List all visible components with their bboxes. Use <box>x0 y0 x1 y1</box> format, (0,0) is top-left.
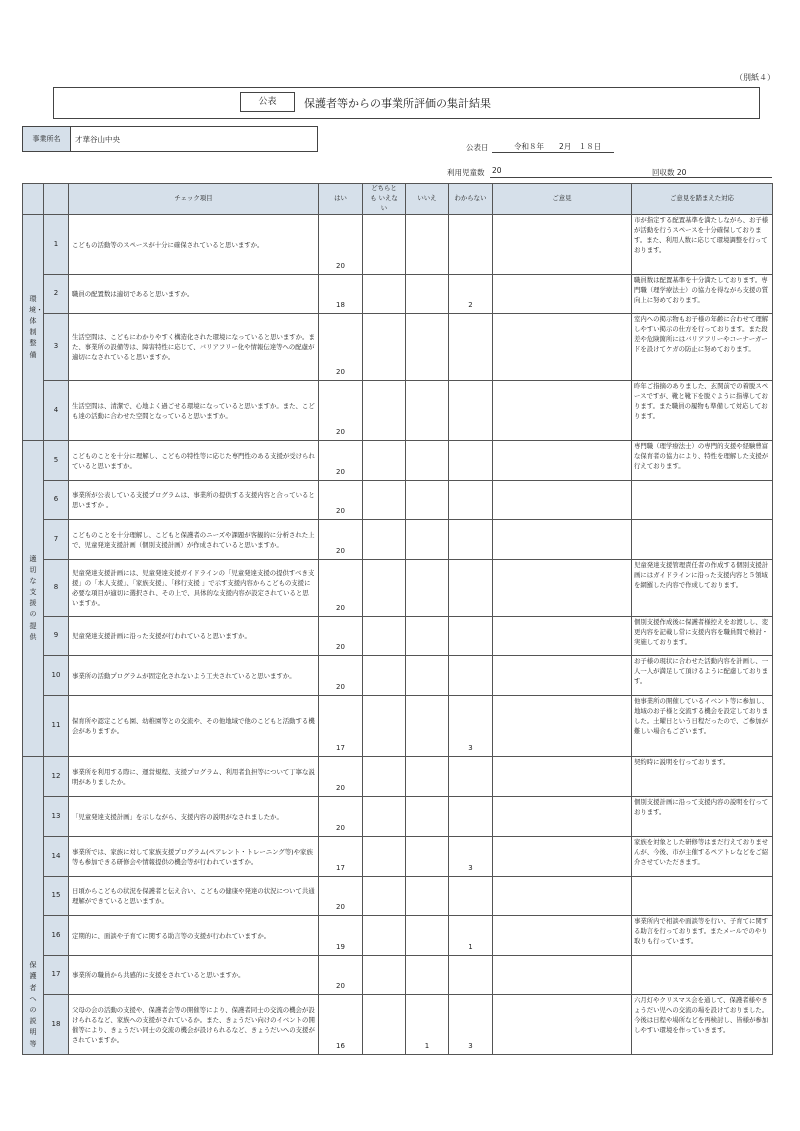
opinion-cell <box>493 994 632 1054</box>
table-body <box>23 214 773 1054</box>
count-unknown: 3 <box>449 994 493 1054</box>
opinion-cell <box>493 616 632 655</box>
item-question: こどものことを十分に理解し、こどもの特性等に応じた専門性のある支援が受けられていると思いますか。 <box>69 440 319 480</box>
item-number: 8 <box>44 559 69 616</box>
table-row <box>23 380 773 440</box>
count-unknown <box>449 655 493 695</box>
item-number: 2 <box>44 274 69 313</box>
count-neutral <box>363 955 406 994</box>
response-cell: 事業所内で相談や面談等を行い、子育てに関する助言を行っております。またメールでのやり取りも行っています。 <box>632 915 773 955</box>
count-unknown <box>449 955 493 994</box>
item-number: 1 <box>44 214 69 274</box>
table-row <box>23 955 773 994</box>
count-no <box>406 695 449 756</box>
count-yes: 20 <box>319 214 363 274</box>
office-box <box>22 126 318 152</box>
item-number: 7 <box>44 519 69 559</box>
item-question: 父母の会の活動の支援や、保護者会等の開催等により、保護者同士の交流の機会が設けられるなど、家族への支援がされているか。また、きょうだい向けのイベントの開催等により、きょうだい同士の交流の機会が設けられるなど、きょうだいへの支援がされていますか。 <box>69 994 319 1054</box>
category-label: 保護者への説明等 <box>29 961 37 1048</box>
table-row <box>23 274 773 313</box>
count-no <box>406 796 449 836</box>
count-no <box>406 876 449 915</box>
item-number: 5 <box>44 440 69 480</box>
opinion-cell <box>493 836 632 876</box>
opinion-cell <box>493 380 632 440</box>
count-unknown: 3 <box>449 695 493 756</box>
count-no <box>406 274 449 313</box>
count-neutral <box>363 440 406 480</box>
count-neutral <box>363 756 406 796</box>
item-number: 16 <box>44 915 69 955</box>
table-header-row <box>23 184 773 215</box>
count-no <box>406 756 449 796</box>
count-unknown <box>449 380 493 440</box>
response-cell: 室内への掲示物もお子様の年齢に合わせて理解しやすい掲示の仕方を行っております。また段差や危険箇所にはバリアフリーやコーナーガードを設けてケガの防止に努めております。 <box>632 313 773 380</box>
count-no: 1 <box>406 994 449 1054</box>
count-yes: 16 <box>319 994 363 1054</box>
count-neutral <box>363 616 406 655</box>
category-cell <box>23 214 44 440</box>
users-count-label: 利用児童数 <box>447 168 485 177</box>
item-question: 児童発達支援計画には、児童発達支援ガイドラインの「児童発達支援の提供すべき支援」の「本人支援」、「家族支援」、「移行支援 」で示す支援内容からこどもの支援に必要な項目が適切に選択され、その上で、具体的な支援内容が設定されていると思いますか。 <box>69 559 319 616</box>
item-question: 保育所や認定こども園、幼稚園等との交流や、その他地域で他のこどもと活動する機会がありますか。 <box>69 695 319 756</box>
count-no <box>406 616 449 655</box>
count-yes: 20 <box>319 796 363 836</box>
count-no <box>406 955 449 994</box>
item-question: 事業所が公表している支援プログラムは、事業所の提供する支援内容と合っていると思いますか 。 <box>69 480 319 519</box>
item-question: 日頃からこどもの状況を保護者と伝え合い、こどもの健康や発達の状況について共通理解ができていると思いますか。 <box>69 876 319 915</box>
count-no <box>406 915 449 955</box>
item-number: 15 <box>44 876 69 915</box>
response-cell <box>632 480 773 519</box>
category-label: 環境・体制整備 <box>29 294 43 359</box>
item-number: 3 <box>44 313 69 380</box>
office-name: 才華谷山中央 <box>75 134 120 144</box>
item-number: 10 <box>44 655 69 695</box>
table-row <box>23 559 773 616</box>
item-number: 14 <box>44 836 69 876</box>
count-yes: 17 <box>319 836 363 876</box>
count-unknown <box>449 214 493 274</box>
count-unknown <box>449 876 493 915</box>
responses-count-value: 20 <box>676 168 687 177</box>
opinion-cell <box>493 480 632 519</box>
count-yes: 20 <box>319 616 363 655</box>
count-neutral <box>363 480 406 519</box>
count-yes: 20 <box>319 955 363 994</box>
category-cell <box>23 440 44 756</box>
table-row <box>23 695 773 756</box>
count-yes: 20 <box>319 380 363 440</box>
table-row <box>23 756 773 796</box>
count-neutral <box>363 876 406 915</box>
count-unknown <box>449 559 493 616</box>
item-question: 児童発達支援計画に沿った支援が行われていると思いますか。 <box>69 616 319 655</box>
response-cell: 市が指定する配置基準を満たしながら、お子様が活動を行うスペースを十分確保しております。また、利用人数に応じて環境調整を行っております。 <box>632 214 773 274</box>
table-row <box>23 519 773 559</box>
count-yes: 20 <box>319 480 363 519</box>
count-no <box>406 214 449 274</box>
item-question: 生活空間は、清潔で、心地よく過ごせる環境になっていると思いますか。また、こども達の活動に合わせた空間となっていると思いますか。 <box>69 380 319 440</box>
count-neutral <box>363 836 406 876</box>
category-cell <box>23 756 44 1054</box>
count-yes: 20 <box>319 655 363 695</box>
count-yes: 20 <box>319 313 363 380</box>
count-no <box>406 559 449 616</box>
count-neutral <box>363 313 406 380</box>
count-neutral <box>363 915 406 955</box>
category-label: 適切な支援の提供 <box>29 554 37 641</box>
item-question: 生活空間は、こどもにわかりやすく構造化された環境になっていると思いますか。また、事業所の設備等は、障害特性に応じて、バリアフリー化や情報伝達等への配慮が適切になされていると思いますか。 <box>69 313 319 380</box>
item-question: こどものことを十分理解し、こどもと保護者のニーズや課題が客観的に分析された上で、児童発達支援計画（個別支援計画）が作成されていると思いますか。 <box>69 519 319 559</box>
header-unknown: わからない <box>449 184 493 215</box>
item-number: 18 <box>44 994 69 1054</box>
table-row <box>23 214 773 274</box>
opinion-cell <box>493 313 632 380</box>
opinion-cell <box>493 214 632 274</box>
count-unknown <box>449 756 493 796</box>
count-neutral <box>363 695 406 756</box>
count-unknown: 1 <box>449 915 493 955</box>
count-no <box>406 380 449 440</box>
item-question: 事業所では、家族に対して家族支援プログラム(ペアレント・トレーニング等)や家族等も参加できる研修会や情報提供の機会等が行われていますか。 <box>69 836 319 876</box>
opinion-cell <box>493 876 632 915</box>
count-neutral <box>363 380 406 440</box>
users-count: 20 <box>492 166 502 175</box>
item-question: 事業所の活動プログラムが固定化されないよう工夫されていると思いますか。 <box>69 655 319 695</box>
table-row <box>23 480 773 519</box>
table-row <box>23 994 773 1054</box>
item-number: 12 <box>44 756 69 796</box>
header-item: チェック項目 <box>69 184 319 215</box>
count-yes: 19 <box>319 915 363 955</box>
responses-count <box>652 167 686 178</box>
item-number: 6 <box>44 480 69 519</box>
response-cell: 他事業所の開催しているイベント等に参加し、地域のお子様と交流する機会を設定しておりました。土曜日という日程だったので、ご参加が難しい場合もございます。 <box>632 695 773 756</box>
item-number: 4 <box>44 380 69 440</box>
item-number: 11 <box>44 695 69 756</box>
response-cell: 個別支援作成後に保護者様控えをお渡しし、変更内容を記載し常に支援内容を職員間で検討・実施しております。 <box>632 616 773 655</box>
count-neutral <box>363 655 406 695</box>
response-cell: 六月灯やクリスマス会を通して、保護者様やきょうだい児への交流の場を設けておりました。今後は日程や場所などを再検討し、皆様が参加しやすい環境を作っていきます。 <box>632 994 773 1054</box>
header-yes: はい <box>319 184 363 215</box>
item-question: 定期的に、面談や子育てに関する助言等の支援が行われていますか。 <box>69 915 319 955</box>
response-cell: 契約時に説明を行っております。 <box>632 756 773 796</box>
opinion-cell <box>493 796 632 836</box>
count-neutral <box>363 519 406 559</box>
response-cell: 職員数は配置基準を十分満たしております。専門職（理学療法士）の協力を得ながら支援の質向上に努めております。 <box>632 274 773 313</box>
table-row <box>23 836 773 876</box>
response-cell: 家族を対象とした研修等はまだ行えておりませんが、今後、市が主催するペアトレなどをご紹介させていただきます。 <box>632 836 773 876</box>
response-cell <box>632 955 773 994</box>
count-unknown <box>449 480 493 519</box>
opinion-cell <box>493 274 632 313</box>
item-question: 「児童発達支援計画」を示しながら、支援内容の説明がなされましたか。 <box>69 796 319 836</box>
count-yes: 18 <box>319 274 363 313</box>
response-cell: 児童発達支援管理責任者の作成する個別支援計画にはガイドラインに沿った支援内容と５領域を網羅した内容で作成しております。 <box>632 559 773 616</box>
table-row <box>23 796 773 836</box>
responses-count-label: 回収数 <box>652 168 675 177</box>
table-row <box>23 616 773 655</box>
opinion-cell <box>493 955 632 994</box>
count-neutral <box>363 214 406 274</box>
count-unknown <box>449 796 493 836</box>
count-no <box>406 836 449 876</box>
count-neutral <box>363 274 406 313</box>
response-cell: お子様の現状に合わせた活動内容を計画し、一人一人が満足して頂けるように配慮しております。 <box>632 655 773 695</box>
count-no <box>406 440 449 480</box>
table-row <box>23 915 773 955</box>
count-neutral <box>363 559 406 616</box>
count-neutral <box>363 796 406 836</box>
count-yes: 20 <box>319 559 363 616</box>
item-number: 17 <box>44 955 69 994</box>
publication-tag: 公表 <box>240 92 295 112</box>
publication-date: 令和８年 2月 １８日 <box>492 141 614 153</box>
header-number <box>44 184 69 215</box>
count-yes: 20 <box>319 440 363 480</box>
count-yes: 17 <box>319 695 363 756</box>
count-no <box>406 313 449 380</box>
item-question: 職員の配置数は適切であると思いますか。 <box>69 274 319 313</box>
header-response: ご意見を踏まえた対応 <box>632 184 773 215</box>
item-number: 13 <box>44 796 69 836</box>
header-opinion: ご意見 <box>493 184 632 215</box>
opinion-cell <box>493 915 632 955</box>
response-cell: 個別支援計画に沿って支援内容の説明を行っております。 <box>632 796 773 836</box>
count-unknown <box>449 616 493 655</box>
table-row <box>23 440 773 480</box>
count-unknown: 3 <box>449 836 493 876</box>
header-no: いいえ <box>406 184 449 215</box>
item-question: こどもの活動等のスペースが十分に確保されていると思いますか。 <box>69 214 319 274</box>
evaluation-table <box>22 183 773 1055</box>
header-category <box>23 184 44 215</box>
table-row <box>23 655 773 695</box>
item-question: 事業所を利用する際に、運営規程、支援プログラム、利用者負担等について丁寧な説明がありましたか。 <box>69 756 319 796</box>
publication-date-label: 公表日 <box>466 143 489 152</box>
opinion-cell <box>493 519 632 559</box>
count-unknown <box>449 519 493 559</box>
table-row <box>23 313 773 380</box>
count-yes: 20 <box>319 876 363 915</box>
count-no <box>406 655 449 695</box>
count-unknown: 2 <box>449 274 493 313</box>
count-no <box>406 519 449 559</box>
opinion-cell <box>493 695 632 756</box>
table-row <box>23 876 773 915</box>
opinion-cell <box>493 756 632 796</box>
count-unknown <box>449 313 493 380</box>
item-number: 9 <box>44 616 69 655</box>
opinion-cell <box>493 559 632 616</box>
response-cell: 専門職（理学療法士）の専門的支援や経験豊富な保育者の協力により、特性を理解した支援が行えております。 <box>632 440 773 480</box>
opinion-cell <box>493 655 632 695</box>
response-cell: 昨年ご指摘のありました、玄関前での着脱スペースですが、靴と靴下を脱ぐように指導しております。また職員の履物も準備して対応しております。 <box>632 380 773 440</box>
count-no <box>406 480 449 519</box>
count-yes: 20 <box>319 756 363 796</box>
response-cell <box>632 519 773 559</box>
header-neutral: どちらとも いえない <box>363 184 406 215</box>
annex-label: （別紙４） <box>735 73 775 82</box>
opinion-cell <box>493 440 632 480</box>
office-label: 事業所名 <box>23 127 71 151</box>
page-title: 保護者等からの事業所評価の集計結果 <box>304 97 491 110</box>
count-neutral <box>363 994 406 1054</box>
stats-underline <box>490 166 772 178</box>
item-question: 事業所の職員から共感的に支援をされていると思いますか。 <box>69 955 319 994</box>
response-cell <box>632 876 773 915</box>
count-unknown <box>449 440 493 480</box>
count-yes: 20 <box>319 519 363 559</box>
